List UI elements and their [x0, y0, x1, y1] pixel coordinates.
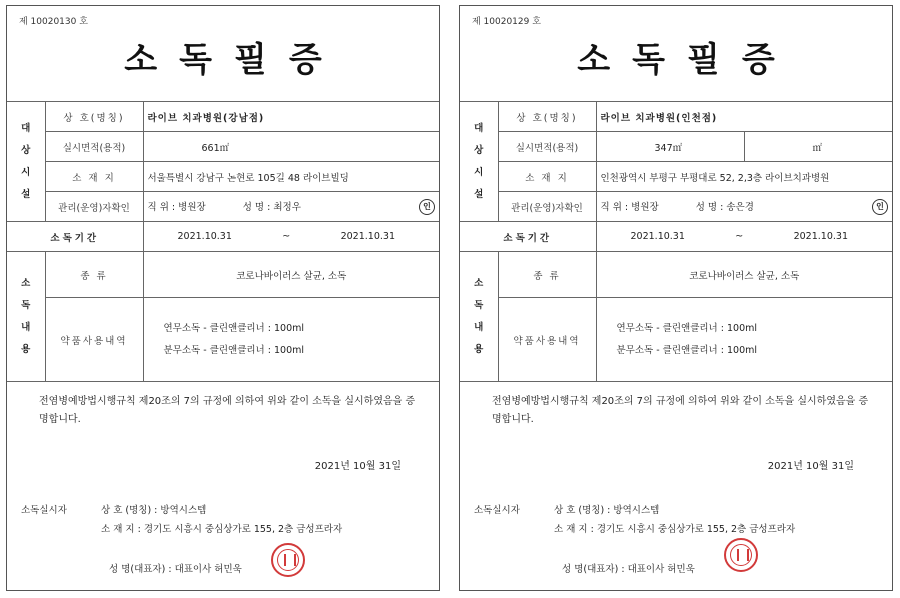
issuer-trade-row [554, 502, 659, 516]
address-value: 인천광역시 부평구 부평대로 52, 2,3층 라이브치과병원 [596, 162, 892, 192]
manager-value [596, 192, 892, 222]
period-end: 2021.10.31 [793, 231, 848, 242]
drug-line-2: 분무소독 - 클린앤클리너 : 100ml [616, 344, 758, 356]
type-value: 코로나바이러스 살균, 소독 [596, 252, 892, 298]
drug-label: 약품사용내역 [498, 298, 596, 382]
official-seal-icon [724, 538, 758, 572]
issuer-label: 소독실시자 [21, 505, 67, 516]
issuer-name-label: 성 명(대표자) : [562, 564, 625, 575]
certificate-table [7, 101, 439, 382]
area-value: 347㎡ [596, 132, 744, 162]
manager-label: 관리(운영)자확인 [45, 192, 143, 222]
period-start: 2021.10.31 [630, 231, 685, 242]
drug-line-1: 연무소독 - 클린앤클리너 : 100ml [616, 322, 758, 334]
certificate-table [460, 101, 892, 382]
position-value: 병원장 [178, 201, 206, 213]
seal-mark-icon: 인 [872, 199, 888, 215]
address-label: 소 재 지 [498, 162, 596, 192]
issuer-name-row [562, 561, 695, 575]
content-label: 소 독 내 용 [7, 252, 45, 382]
period-label: 소독기간 [7, 222, 143, 252]
issuer-trade-label: 상 호 (명칭) : [554, 505, 611, 516]
drug-value [143, 298, 439, 382]
certificate-title: 소독필증 [577, 40, 797, 80]
area-extra-value: ㎡ [744, 132, 892, 162]
issuer-name-value: 대표이사 허민욱 [174, 564, 242, 575]
certification-statement: 전염병예방법시행규칙 제20조의 7의 규정에 의하여 위와 같이 소독을 실시하였음을 증명합니다. [492, 396, 869, 425]
issuer-address-row [101, 521, 342, 535]
issuer-trade-value: 방역시스템 [613, 505, 660, 516]
period-start: 2021.10.31 [177, 231, 232, 242]
issuer-trade-value: 방역시스템 [160, 505, 207, 516]
certificate-title: 소독필증 [124, 40, 344, 80]
type-label: 종 류 [45, 252, 143, 298]
type-label: 종 류 [498, 252, 596, 298]
target-facility-label: 대 상 시 설 [460, 102, 498, 222]
disinfection-certificate-incheon [459, 5, 893, 591]
disinfection-certificate-gangnam [6, 5, 440, 591]
issuer-trade-label: 상 호 (명칭) : [101, 505, 158, 516]
issue-date: 2021년 10월 31일 [767, 461, 854, 472]
position-value: 병원장 [631, 201, 659, 213]
address-label: 소 재 지 [45, 162, 143, 192]
seal-mark-icon: 인 [419, 199, 435, 215]
type-value: 코로나바이러스 살균, 소독 [143, 252, 439, 298]
issuer-address-value: 경기도 시흥시 중심상가로 155, 2층 금성프라자 [596, 524, 796, 535]
address-value: 서울특별시 강남구 논현로 105길 48 라이브빌딩 [143, 162, 439, 192]
certificate-number: 제 10020130 호 [19, 17, 88, 27]
issuer-name-label: 성 명(대표자) : [109, 564, 172, 575]
official-seal-icon [271, 543, 305, 577]
manager-value [143, 192, 439, 222]
drug-line-1: 연무소독 - 클린앤클리너 : 100ml [163, 322, 305, 334]
issuer-address-label: 소 재 지 : [101, 524, 141, 535]
issuer-trade-row [101, 502, 206, 516]
area-label: 실시면적(용적) [45, 132, 143, 162]
drug-value [596, 298, 892, 382]
name-value: 최정우 [273, 201, 301, 213]
period-tilde: ~ [282, 231, 291, 242]
manager-label: 관리(운영)자확인 [498, 192, 596, 222]
issuer-address-row [554, 521, 795, 535]
period-tilde: ~ [735, 231, 744, 242]
trade-name-label: 상 호(명칭) [45, 102, 143, 132]
name-value: 송은경 [726, 201, 754, 213]
trade-name-value: 라이브 치과병원(강남점) [143, 102, 439, 132]
drug-label: 약품사용내역 [45, 298, 143, 382]
certification-statement: 전염병예방법시행규칙 제20조의 7의 규정에 의하여 위와 같이 소독을 실시하였음을 증명합니다. [39, 396, 416, 425]
area-value: 661㎡ [143, 132, 439, 162]
issuer-label: 소독실시자 [474, 505, 520, 516]
issue-date: 2021년 10월 31일 [314, 461, 401, 472]
issuer-address-label: 소 재 지 : [554, 524, 594, 535]
period-value [596, 222, 892, 252]
drug-line-2: 분무소독 - 클린앤클리너 : 100ml [163, 344, 305, 356]
period-end: 2021.10.31 [340, 231, 395, 242]
trade-name-value: 라이브 치과병원(인천점) [596, 102, 892, 132]
name-label: 성 명 : [695, 201, 724, 213]
issuer-name-value: 대표이사 허민욱 [627, 564, 695, 575]
period-value [143, 222, 439, 252]
period-label: 소독기간 [460, 222, 596, 252]
target-facility-label: 대 상 시 설 [7, 102, 45, 222]
position-label: 직 위 : [147, 201, 176, 213]
content-label: 소 독 내 용 [460, 252, 498, 382]
position-label: 직 위 : [600, 201, 629, 213]
issuer-address-value: 경기도 시흥시 중심상가로 155, 2층 금성프라자 [143, 524, 343, 535]
trade-name-label: 상 호(명칭) [498, 102, 596, 132]
area-label: 실시면적(용적) [498, 132, 596, 162]
certificate-number: 제 10020129 호 [472, 17, 541, 27]
issuer-name-row [109, 561, 242, 575]
name-label: 성 명 : [242, 201, 271, 213]
